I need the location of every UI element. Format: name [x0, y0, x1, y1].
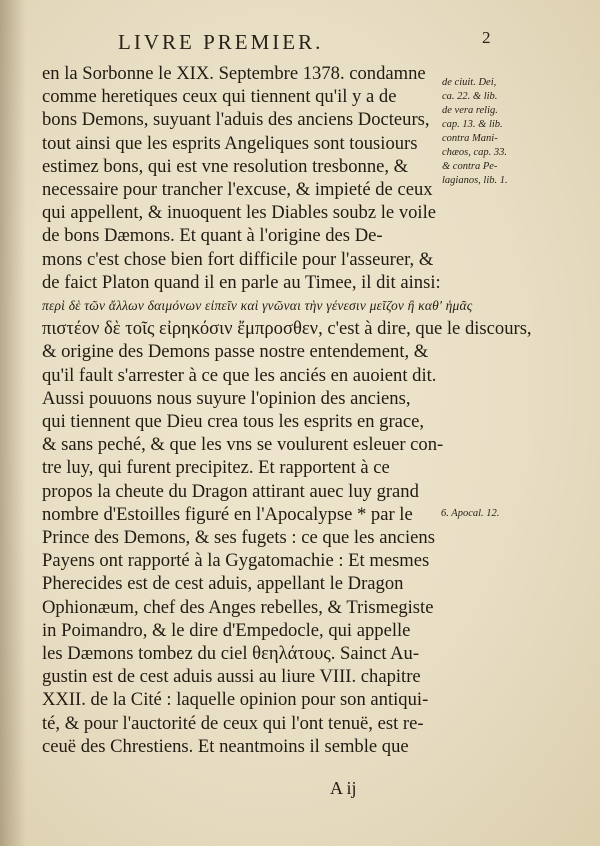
margin-note-line: contra Mani- [442, 133, 498, 144]
margin-note-line: ca. 22. & lib. [442, 91, 498, 102]
text-line: & origine des Demons passe nostre entendement, & [42, 341, 429, 363]
text-line: Pherecides est de cest aduis, appellant le Dragon [42, 573, 404, 595]
signature-mark: A ij [330, 778, 357, 798]
text-line: les Dæmons tombez du ciel θεηλάτους. Sainct Au- [42, 643, 420, 665]
text-line: in Poimandro, & le dire d'Empedocle, qui appelle [42, 619, 411, 641]
text-line: tre luy, qui furent precipitez. Et rapportent à ce [42, 457, 390, 479]
margin-note-augustine [442, 76, 562, 188]
margin-note-line: lagianos, lib. 1. [442, 175, 508, 186]
text-line: qui appellent, & inuoquent les Diables soubz le voile [42, 202, 437, 224]
page-gutter-shadow [0, 0, 26, 846]
margin-note-line: & contra Pe- [442, 161, 498, 172]
margin-note-line: cap. 13. & lib. [442, 119, 503, 130]
text-line: XXII. de la Cité : laquelle opinion pour son antiqui- [42, 689, 429, 711]
text-line: & sans peché, & que les vns se voulurent esleuer con- [42, 434, 444, 456]
text-line: Aussi pouuons nous suyure l'opinion des anciens, [42, 387, 411, 409]
greek-quotation-line: περὶ δὲ τῶν ἄλλων δαιμόνων εἰπεῖν καὶ γνῶναι τὴν γένεσιν μεῖζον ἢ καθ' ἡμᾶς [42, 298, 473, 314]
text-line: Payens ont rapporté à la Gygatomachie : Et mesmes [42, 550, 430, 572]
text-line: de bons Dæmons. Et quant à l'origine des De- [42, 225, 383, 247]
text-line: comme heretiques ceux qui tiennent qu'il y a de [42, 86, 397, 108]
text-line: necessaire pour trancher l'excuse, & impieté de ceux [42, 179, 433, 201]
text-line: bons Demons, suyuant l'aduis des anciens Docteurs, [42, 109, 430, 131]
text-line: de faict Platon quand il en parle au Timee, il dit ainsi: [42, 271, 441, 293]
folio-number: 2 [482, 28, 491, 47]
text-line: gustin est de cest aduis aussi au liure VIII. chapitre [42, 666, 421, 688]
margin-note-line: chæos, cap. 33. [442, 147, 508, 158]
text-line: estimez bons, qui est vne resolution tresbonne, & [42, 155, 409, 177]
text-line: πιστέον δὲ τοῖς εἰρηκόσιν ἔμπροσθεν, c'est à dire, que le discours, [42, 318, 532, 340]
text-line: Ophionæum, chef des Anges rebelles, & Trismegiste [42, 596, 434, 618]
text-line: qui tiennent que Dieu crea tous les esprits en grace, [42, 411, 425, 433]
text-line: propos la cheute du Dragon attirant auec luy grand [42, 480, 419, 502]
margin-note-line: de vera relig. [442, 105, 498, 116]
text-line: nombre d'Estoilles figuré en l'Apocalypse * par le [42, 503, 413, 525]
text-line: ceuë des Chrestiens. Et neantmoins il semble que [42, 735, 409, 757]
text-line: Prince des Demons, & ses fugets : ce que les anciens [42, 527, 435, 549]
running-title: LIVRE PREMIER. [118, 30, 324, 54]
margin-note-line: de ciuit. Dei, [442, 77, 497, 88]
text-line: té, & pour l'auctorité de ceux qui l'ont tenuë, est re- [42, 712, 424, 734]
text-line: qu'il fault s'arrester à ce que les anciés en auoient dit. [42, 364, 437, 386]
margin-note-apocalypse: 6. Apocal. 12. [441, 508, 500, 519]
text-line: mons c'est chose bien fort difficile pour l'asseurer, & [42, 248, 434, 270]
text-line: tout ainsi que les esprits Angeliques sont tousiours [42, 132, 418, 154]
text-line: en la Sorbonne le XIX. Septembre 1378. condamne [42, 63, 426, 84]
